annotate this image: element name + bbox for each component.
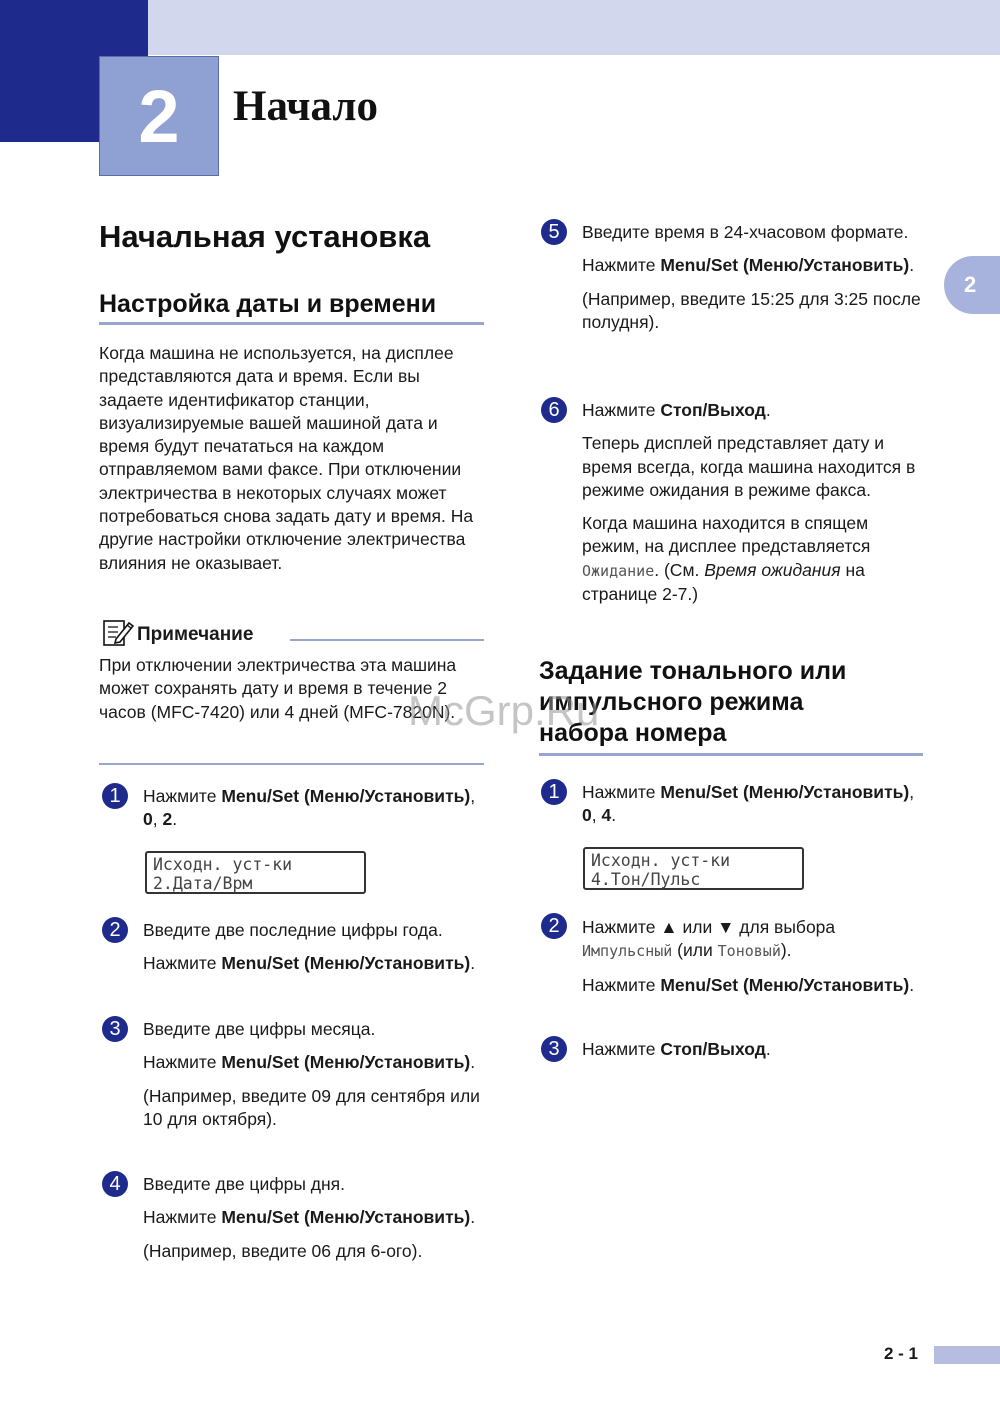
step-6-text: Нажмите Стоп/Выход. Теперь дисплей представляет дату и время всегда, когда машина находится в режиме ожидания в режиме факса. Когда машина находится в спящем режим, на дисплее представляется Ожидание. (См. Время ожидания на странице 2-7.) xyxy=(582,400,916,605)
section-title: Начальная установка xyxy=(99,219,431,254)
note-bottom-rule xyxy=(99,763,484,765)
note-title: Примечание xyxy=(137,624,254,645)
subsection-underline xyxy=(539,753,923,756)
step-number: 4 xyxy=(102,1171,128,1197)
step-4-text: Введите две цифры дня. Нажмите Menu/Set (Меню/Установить). (Например, введите 06 для 6-ого). xyxy=(143,1174,476,1261)
chapter-side-tab: 2 xyxy=(944,256,1000,314)
step-number: 6 xyxy=(541,397,567,423)
lcd-display: Исходн. уст-ки 2.Дата/Врм xyxy=(145,851,366,894)
page-number: 2 - 1 xyxy=(884,1344,919,1363)
watermark: McGrp.Ru xyxy=(408,687,600,734)
step-number: 2 xyxy=(541,913,567,939)
subsection-title-date-time: Настройка даты и времени xyxy=(99,290,437,318)
subsection-title-dial-mode: Задание тонального или импульсного режима набора номера xyxy=(539,657,847,747)
intro-paragraph: Когда машина не используется, на дисплее представляются дата и время. Если вы задаете идентификатор станции, визуализируемые вашей машиной дата и время будут печататься на каждом отправляемом вами факсе. При отключении электричества в некоторых случаях может потребоваться снова задать дату и время. На другие настройки отключение электричества влияния не оказывает. xyxy=(99,343,474,573)
step-number: 2 xyxy=(102,917,128,943)
chapter-number: 2 xyxy=(99,56,219,176)
subsection-underline xyxy=(99,322,484,325)
step-number: 3 xyxy=(102,1016,128,1042)
step-number: 5 xyxy=(541,219,567,245)
step-number: 1 xyxy=(541,779,567,805)
header-band-light xyxy=(148,0,1000,55)
dial-step-1-text: Нажмите Menu/Set (Меню/Установить), 0, 4. xyxy=(582,782,915,826)
note-header-rule xyxy=(290,639,484,641)
footer-band xyxy=(934,1346,1000,1364)
dial-step-2-text: Нажмите ▲ или ▼ для выбора Импульсный (или Тоновый). Нажмите Menu/Set (Меню/Установить). xyxy=(582,917,915,995)
step-5-text: Введите время в 24-хчасовом формате. Нажмите Menu/Set (Меню/Установить). (Например, введите 15:25 для 3:25 после полудня). xyxy=(582,222,921,332)
step-2-text: Введите две последние цифры года. Нажмите Menu/Set (Меню/Установить). xyxy=(143,920,476,974)
step-3-text: Введите две цифры месяца. Нажмите Menu/Set (Меню/Установить). (Например, введите 09 для сентября или 10 для октября). xyxy=(143,1019,480,1129)
chapter-title: Начало xyxy=(233,83,378,130)
lcd-display: Исходн. уст-ки 4.Тон/Пульс xyxy=(583,847,804,890)
step-number: 3 xyxy=(541,1036,567,1062)
note-pencil-icon xyxy=(102,617,134,647)
dial-step-3-text: Нажмите Стоп/Выход. xyxy=(582,1039,771,1059)
step-1-text: Нажмите Menu/Set (Меню/Установить), 0, 2. xyxy=(143,786,476,830)
note-text: При отключении электричества эта машина может сохранять дату и время в течение 2 часов (MFC-7420) или 4 дней (MFC-7820N). xyxy=(99,655,457,722)
step-number: 1 xyxy=(102,783,128,809)
